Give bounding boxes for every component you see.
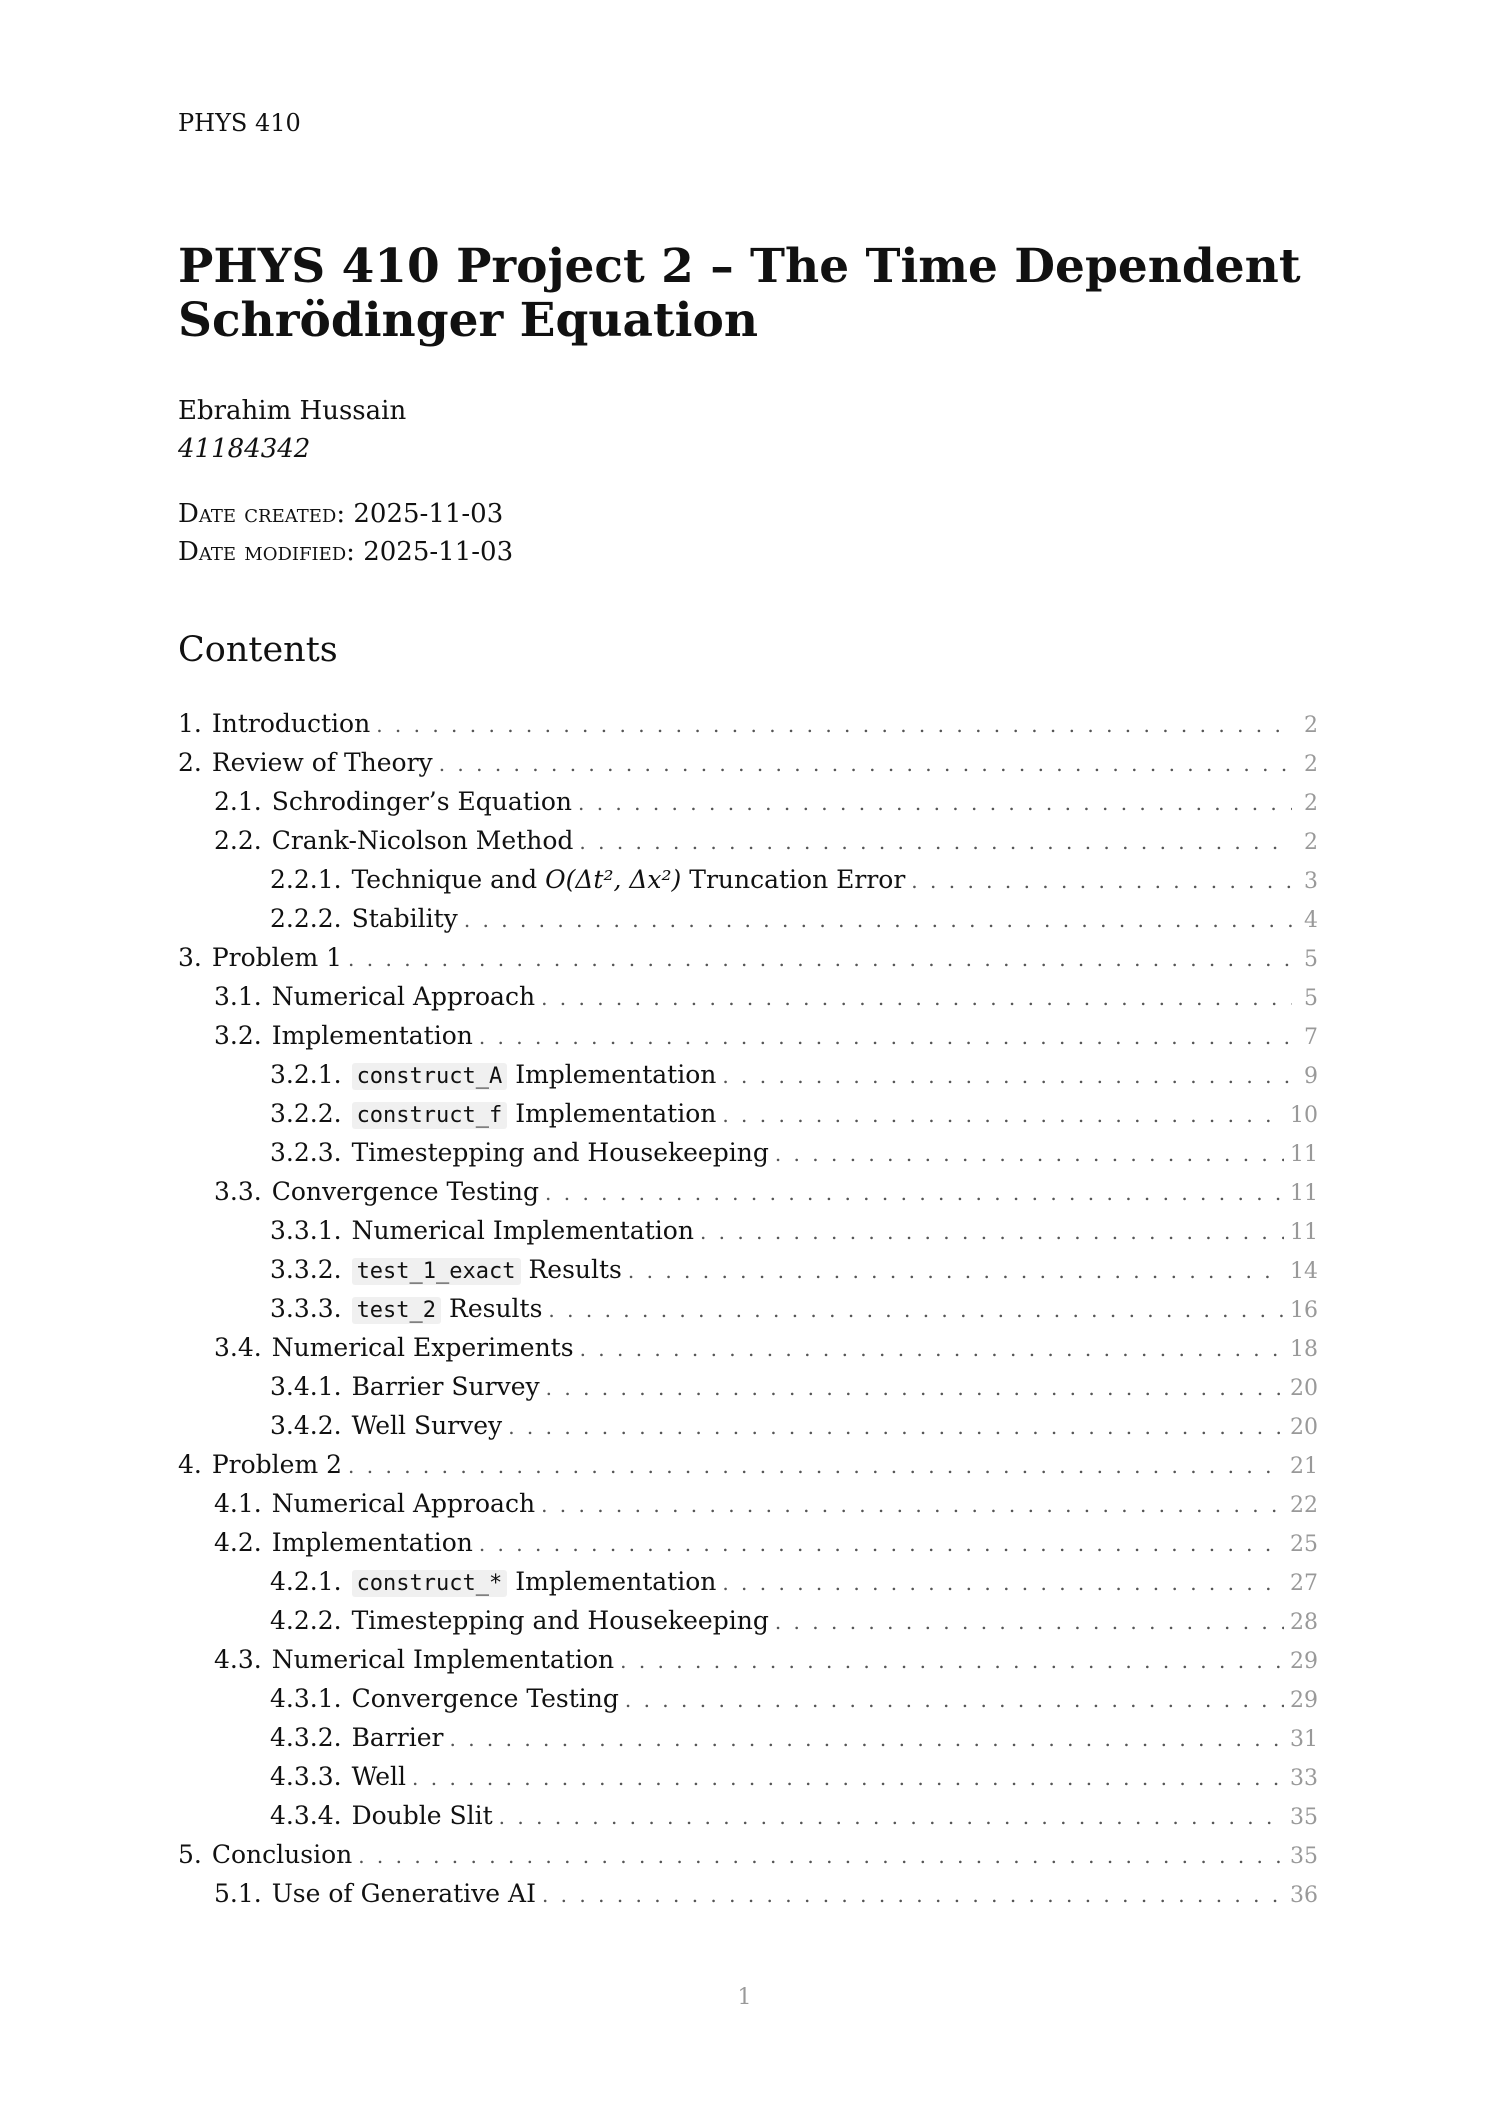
toc-page: 4 <box>1304 908 1318 933</box>
toc-number: 4.3.2. <box>270 1723 342 1752</box>
toc-page: 22 <box>1290 1493 1318 1518</box>
date-block <box>178 495 513 571</box>
toc-entry[interactable] <box>178 704 1318 743</box>
toc-leader <box>541 1486 1284 1525</box>
toc-page: 27 <box>1290 1571 1318 1596</box>
contents-heading: Contents <box>178 630 338 670</box>
toc-label-text: Technique and <box>351 865 538 894</box>
toc-entry[interactable] <box>178 1640 1318 1679</box>
student-id: 41184342 <box>178 434 311 464</box>
toc-entry[interactable] <box>178 743 1318 782</box>
toc-page: 33 <box>1290 1766 1318 1791</box>
toc-label: Crank-Nicolson Method <box>271 826 574 855</box>
toc-leader <box>580 1330 1284 1369</box>
toc-number: 3.2.3. <box>270 1138 342 1167</box>
toc-label <box>352 1562 717 1603</box>
toc-number: 2.2.1. <box>270 865 342 894</box>
toc-entry[interactable] <box>178 860 1318 899</box>
toc-label <box>352 1250 622 1291</box>
toc-page: 2 <box>1304 791 1318 816</box>
toc-entry[interactable] <box>178 1289 1318 1328</box>
toc-page: 28 <box>1290 1610 1318 1635</box>
toc-entry[interactable] <box>178 1601 1318 1640</box>
toc-label-text: Implementation <box>515 1099 717 1128</box>
toc-leader <box>541 979 1292 1018</box>
toc-label: Numerical Approach <box>271 1489 536 1518</box>
toc-entry[interactable] <box>178 1094 1318 1133</box>
toc-entry[interactable] <box>178 1367 1318 1406</box>
toc-label: Barrier Survey <box>351 1372 540 1401</box>
toc-leader <box>439 745 1292 784</box>
toc-label: Implementation <box>271 1528 473 1557</box>
toc-leader <box>499 1798 1284 1837</box>
toc-label-text: Truncation Error <box>689 865 906 894</box>
toc-label: Use of Generative AI <box>271 1879 536 1908</box>
toc-number: 3.4.2. <box>270 1411 342 1440</box>
toc-number: 3.4. <box>214 1333 262 1362</box>
toc-leader <box>579 823 1292 862</box>
toc-page: 14 <box>1290 1259 1318 1284</box>
toc-label <box>352 860 906 899</box>
toc-entry[interactable] <box>178 1562 1318 1601</box>
toc-number: 4.3. <box>214 1645 262 1674</box>
toc-number: 4.3.4. <box>270 1801 342 1830</box>
toc-leader <box>722 1057 1292 1096</box>
toc-leader <box>775 1135 1284 1174</box>
toc-leader <box>620 1642 1284 1681</box>
toc-leader <box>348 940 1292 979</box>
toc-leader <box>508 1408 1284 1447</box>
toc-page: 20 <box>1290 1415 1318 1440</box>
toc-leader <box>911 862 1292 901</box>
toc-number: 4.2.1. <box>270 1567 342 1596</box>
toc-label: Implementation <box>271 1021 473 1050</box>
toc-number: 3.3. <box>214 1177 262 1206</box>
toc-number: 3.3.1. <box>270 1216 342 1245</box>
toc-entry[interactable] <box>178 1523 1318 1562</box>
toc-label: Introduction <box>211 709 371 738</box>
toc-label: Well Survey <box>351 1411 503 1440</box>
toc-number: 2. <box>178 748 202 777</box>
toc-entry[interactable] <box>178 1016 1318 1055</box>
toc-page: 9 <box>1304 1064 1318 1089</box>
toc-page: 2 <box>1304 830 1318 855</box>
toc-label: Convergence Testing <box>271 1177 540 1206</box>
toc-label: Numerical Approach <box>271 982 536 1011</box>
toc-label-text: Results <box>528 1255 622 1284</box>
date-modified-label: Date modified: <box>178 537 355 567</box>
toc-leader <box>625 1681 1284 1720</box>
toc-entry[interactable] <box>178 1835 1318 1874</box>
toc-entry[interactable] <box>178 1250 1318 1289</box>
toc-page: 25 <box>1290 1532 1318 1557</box>
toc-number: 4. <box>178 1450 202 1479</box>
toc-entry[interactable] <box>178 899 1318 938</box>
toc-label: Schrodinger’s Equation <box>271 787 572 816</box>
toc-entry[interactable] <box>178 1133 1318 1172</box>
toc-page: 5 <box>1304 947 1318 972</box>
running-header: PHYS 410 <box>178 109 301 137</box>
toc-number: 3.4.1. <box>270 1372 342 1401</box>
toc-label: Barrier <box>351 1723 444 1752</box>
toc-leader <box>376 706 1292 745</box>
toc-number: 2.2. <box>214 826 262 855</box>
toc-label-text: Implementation <box>515 1567 717 1596</box>
toc-leader <box>722 1564 1284 1603</box>
toc-label: Problem 1 <box>211 943 343 972</box>
toc-leader <box>578 784 1292 823</box>
toc-number: 4.2. <box>214 1528 262 1557</box>
toc-label: Review of Theory <box>211 748 433 777</box>
toc-label: Double Slit <box>351 1801 493 1830</box>
toc-leader <box>358 1837 1284 1876</box>
toc-entry[interactable] <box>178 1679 1318 1718</box>
toc-page: 3 <box>1304 869 1318 894</box>
toc-page: 29 <box>1290 1688 1318 1713</box>
toc-page: 2 <box>1304 713 1318 738</box>
toc-number: 4.3.3. <box>270 1762 342 1791</box>
toc-leader <box>545 1174 1284 1213</box>
toc-number: 3.3.3. <box>270 1294 342 1323</box>
toc-number: 2.2.2. <box>270 904 342 933</box>
toc-label: Stability <box>351 904 458 933</box>
toc-entry[interactable] <box>178 1172 1318 1211</box>
toc-number: 1. <box>178 709 202 738</box>
toc-leader <box>412 1759 1284 1798</box>
date-created-value: 2025-11-03 <box>353 499 504 529</box>
toc-entry[interactable] <box>178 821 1318 860</box>
toc-page: 20 <box>1290 1376 1318 1401</box>
toc-entry[interactable] <box>178 1757 1318 1796</box>
toc-entry[interactable] <box>178 1718 1318 1757</box>
toc-label <box>352 1055 717 1096</box>
toc-entry[interactable] <box>178 1484 1318 1523</box>
toc-page: 31 <box>1290 1727 1318 1752</box>
toc-entry[interactable] <box>178 1055 1318 1094</box>
date-created-label: Date created: <box>178 499 346 529</box>
toc-page: 18 <box>1290 1337 1318 1362</box>
toc-leader <box>449 1720 1284 1759</box>
toc-label: Numerical Implementation <box>271 1645 615 1674</box>
toc-leader <box>722 1096 1284 1135</box>
date-created-line <box>178 495 513 533</box>
toc-leader <box>546 1369 1284 1408</box>
toc-label: Numerical Experiments <box>271 1333 574 1362</box>
toc-number: 3.3.2. <box>270 1255 342 1284</box>
toc-label: Well <box>351 1762 407 1791</box>
toc-page: 10 <box>1290 1103 1318 1128</box>
toc-entry[interactable] <box>178 1211 1318 1250</box>
toc-leader <box>479 1525 1284 1564</box>
toc-number: 5. <box>178 1840 202 1869</box>
toc-label <box>352 1289 543 1330</box>
date-modified-line <box>178 533 513 571</box>
toc-label: Problem 2 <box>211 1450 343 1479</box>
toc-code: construct_A <box>352 1063 508 1090</box>
document-title: PHYS 410 Project 2 – The Time Dependent Schrödinger Equation <box>178 239 1301 348</box>
toc-page: 35 <box>1290 1844 1318 1869</box>
toc-page: 21 <box>1290 1454 1318 1479</box>
page-number: 1 <box>737 1985 752 2010</box>
toc-page: 16 <box>1290 1298 1318 1323</box>
toc-label: Numerical Implementation <box>351 1216 694 1245</box>
toc-entry[interactable] <box>178 1328 1318 1367</box>
toc-leader <box>479 1018 1292 1057</box>
toc-entry[interactable] <box>178 1406 1318 1445</box>
toc-code: test_2 <box>352 1297 441 1324</box>
toc-entry[interactable] <box>178 782 1318 821</box>
toc-page: 11 <box>1290 1181 1318 1206</box>
author-name: Ebrahim Hussain <box>178 396 407 426</box>
toc-leader <box>348 1447 1284 1486</box>
toc-number: 2.1. <box>214 787 262 816</box>
toc-label: Conclusion <box>211 1840 353 1869</box>
toc-code: construct_f <box>352 1102 508 1129</box>
toc-page: 5 <box>1304 986 1318 1011</box>
toc-number: 5.1. <box>214 1879 262 1908</box>
toc-page: 35 <box>1290 1805 1318 1830</box>
toc-leader <box>700 1213 1284 1252</box>
toc-math: O(Δt², Δx²) <box>545 865 682 894</box>
toc-number: 3.2.2. <box>270 1099 342 1128</box>
toc-leader <box>542 1876 1284 1915</box>
toc-number: 4.3.1. <box>270 1684 342 1713</box>
toc-page: 29 <box>1290 1649 1318 1674</box>
toc-entry[interactable] <box>178 1874 1318 1913</box>
toc-number: 4.1. <box>214 1489 262 1518</box>
toc-leader <box>775 1603 1284 1642</box>
toc-entry[interactable] <box>178 1796 1318 1835</box>
toc-page: 36 <box>1290 1883 1318 1908</box>
toc-label <box>352 1094 717 1135</box>
toc-page: 11 <box>1290 1142 1318 1167</box>
toc-entry[interactable] <box>178 977 1318 1016</box>
toc-code: test_1_exact <box>352 1258 521 1285</box>
toc-number: 3. <box>178 943 202 972</box>
toc-number: 4.2.2. <box>270 1606 342 1635</box>
author-block <box>178 392 406 468</box>
toc-label: Convergence Testing <box>351 1684 619 1713</box>
toc-page: 2 <box>1304 752 1318 777</box>
toc-leader <box>464 901 1292 940</box>
toc-leader <box>548 1291 1284 1330</box>
toc-label: Timestepping and Housekeeping <box>351 1606 769 1635</box>
toc-page: 11 <box>1290 1220 1318 1245</box>
toc-leader <box>628 1252 1284 1291</box>
toc-number: 3.1. <box>214 982 262 1011</box>
toc-entry[interactable] <box>178 938 1318 977</box>
table-of-contents <box>178 704 1318 1913</box>
toc-entry[interactable] <box>178 1445 1318 1484</box>
toc-number: 3.2. <box>214 1021 262 1050</box>
toc-number: 3.2.1. <box>270 1060 342 1089</box>
toc-label: Timestepping and Housekeeping <box>351 1138 769 1167</box>
toc-label-text: Implementation <box>515 1060 717 1089</box>
toc-page: 7 <box>1304 1025 1318 1050</box>
date-modified-value: 2025-11-03 <box>363 537 514 567</box>
toc-code: construct_* <box>352 1570 508 1597</box>
toc-label-text: Results <box>449 1294 543 1323</box>
